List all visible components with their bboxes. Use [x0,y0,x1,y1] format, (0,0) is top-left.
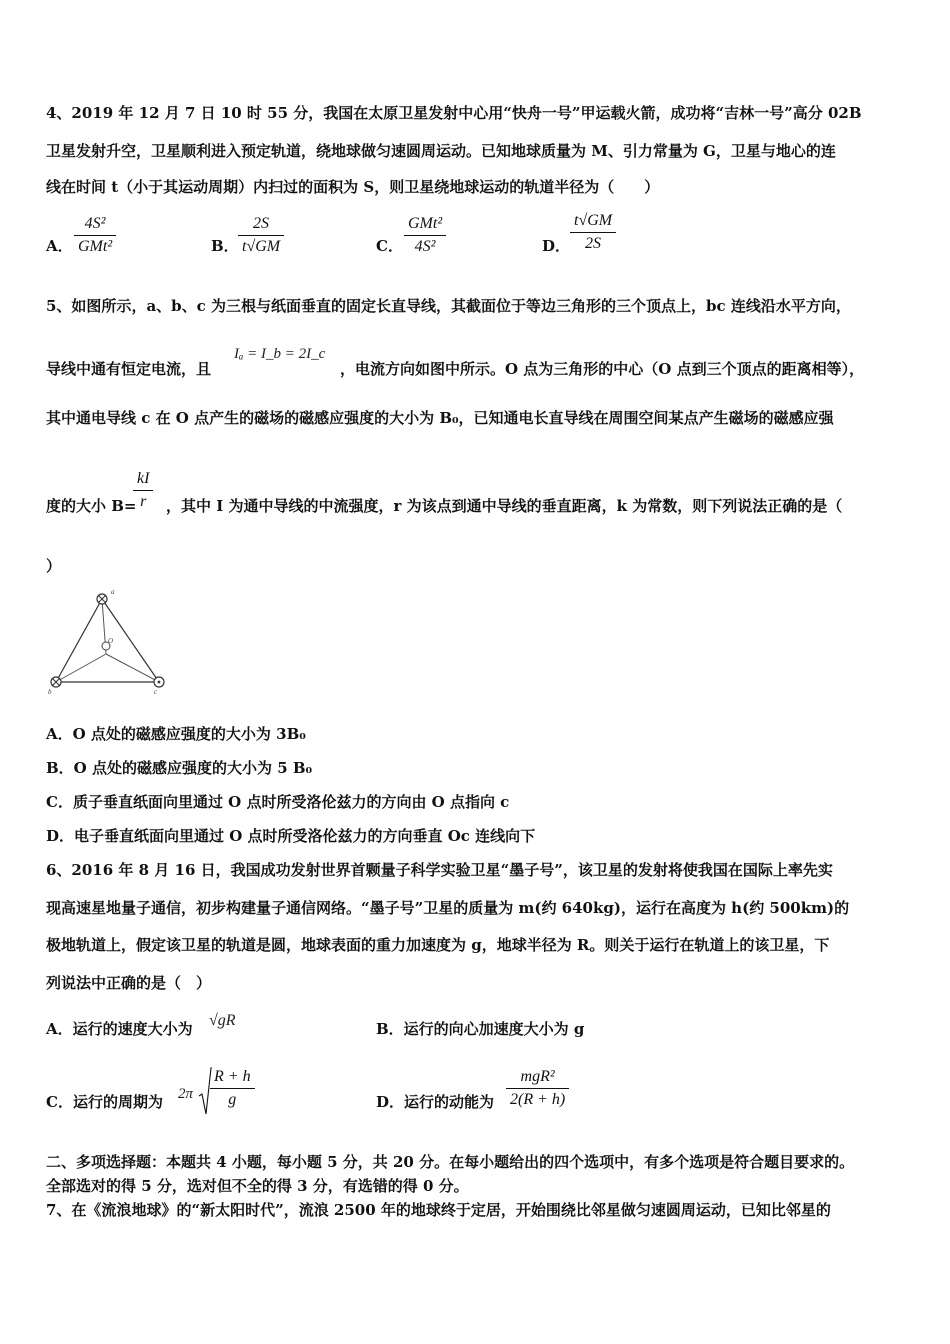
q4-line-3: 线在时间 t（小于其运动周期）内扫过的面积为 S，则卫星绕地球运动的轨道半径为（ ） [46,178,660,196]
q6-line-4: 列说法中正确的是（ ） [46,974,212,992]
q5-line-5: ） [46,557,62,575]
q5-option-c: C．质子垂直纸面向里通过 O 点时所受洛伦兹力的方向由 O 点指向 c [46,793,510,811]
wire-a-cross-icon [97,594,107,604]
q6-option-b: B．运行的向心加速度大小为 g [376,1020,585,1038]
q5-line-2a: 导线中通有恒定电流，且 [46,360,212,378]
q5-line-1: 5、如图所示，a、b、c 为三根与纸面垂直的固定长直导线，其截面位于等边三角形的三个顶点上，bc 连线沿水平方向， [46,297,851,315]
q5-line-4b: ，其中 I 为通中导线的中流强度，r 为该点到通中导线的垂直距离，k 为常数，则下列说法正确的是（ [166,497,843,515]
wire-c-dot-icon [154,677,164,687]
q5-line-3: 其中通电导线 c 在 O 点产生的磁场的磁感应强度的大小为 B₀，已知通电长直导线在周围空间某点产生磁场的磁感应强 [46,409,834,427]
label-a: a [111,588,115,596]
q5-option-d: D．电子垂直纸面向里通过 O 点时所受洛伦兹力的方向垂直 Oc 连线向下 [46,827,536,845]
q5-option-a: A．O 点处的磁感应强度的大小为 3B₀ [46,725,306,743]
q4-option-d-label: D． [542,237,571,255]
q6-option-d-fraction: mgR² 2(R + h) [506,1068,569,1109]
q6-option-a: A．运行的速度大小为 [46,1020,193,1038]
q6-line-3: 极地轨道上，假定该卫星的轨道是圆，地球表面的重力加速度为 g，地球半径为 R。则关于运行在轨道上的该卫星，下 [46,936,830,954]
q4-option-d-fraction: t√GM 2S [570,212,616,253]
q6-option-d: D．运行的动能为 [376,1093,495,1111]
label-c: c [154,688,158,696]
q6-line-2: 现高速星地量子通信，初步构建量子通信网络。“墨子号”卫星的质量为 m(约 640kg)，运行在高度为 h(约 500km)的 [46,899,850,917]
q5-current-relation: Iₐ = I_b = 2I_c [234,346,326,362]
q5-line-4a: 度的大小 B= [46,497,137,515]
label-b: b [48,688,52,696]
label-o: O [108,637,114,645]
q4-option-a-fraction: 4S² GMt² [74,215,116,256]
q4-option-b-label: B． [211,237,239,255]
q6-option-c-fraction: R + h g [210,1068,255,1109]
q4-option-a-label: A． [46,237,73,255]
wire-b-cross-icon [51,677,61,687]
triangle-wire-figure [44,588,168,696]
q4-option-c-fraction: GMt² 4S² [404,215,446,256]
section2-line-2: 全部选对的得 5 分，选对但不全的得 3 分，有选错的得 0 分。 [46,1177,469,1195]
q6-option-a-math: √gR [209,1012,236,1029]
q4-option-b-fraction: 2S t√GM [238,215,284,256]
q5-b-formula: kI r [133,470,153,511]
q6-line-1: 6、2016 年 8 月 16 日，我国成功发射世界首颗量子科学实验卫星“墨子号”，该卫星的发射将使我国在国际上率先实 [46,861,833,879]
median-c [106,654,159,682]
q6-option-c-prefix: 2π [178,1086,194,1102]
q4-line-1: 4、2019 年 12 月 7 日 10 时 55 分，我国在太原卫星发射中心用“快舟一号”甲运载火箭，成功将“吉林一号”高分 02B [46,104,862,122]
q4-option-c-label: C． [376,237,403,255]
q5-line-2b: ，电流方向如图中所示。O 点为三角形的中心（O 点到三个顶点的距离相等）， [340,360,865,378]
q4-line-2: 卫星发射升空，卫星顺利进入预定轨道，绕地球做匀速圆周运动。已知地球质量为 M、引力常量为 G，卫星与地心的连 [46,142,836,160]
q6-option-c: C．运行的周期为 [46,1093,163,1111]
q5-option-b: B．O 点处的磁感应强度的大小为 5 B₀ [46,759,313,777]
section2-line-1: 二、多项选择题：本题共 4 小题，每小题 5 分，共 20 分。在每小题给出的四个选项中，有多个选项是符合题目要求的。 [46,1153,855,1171]
q7-line-1: 7、在《流浪地球》的“新太阳时代”，流浪 2500 年的地球终于定居，开始围绕比邻星做匀速圆周运动，已知比邻星的 [46,1201,831,1219]
